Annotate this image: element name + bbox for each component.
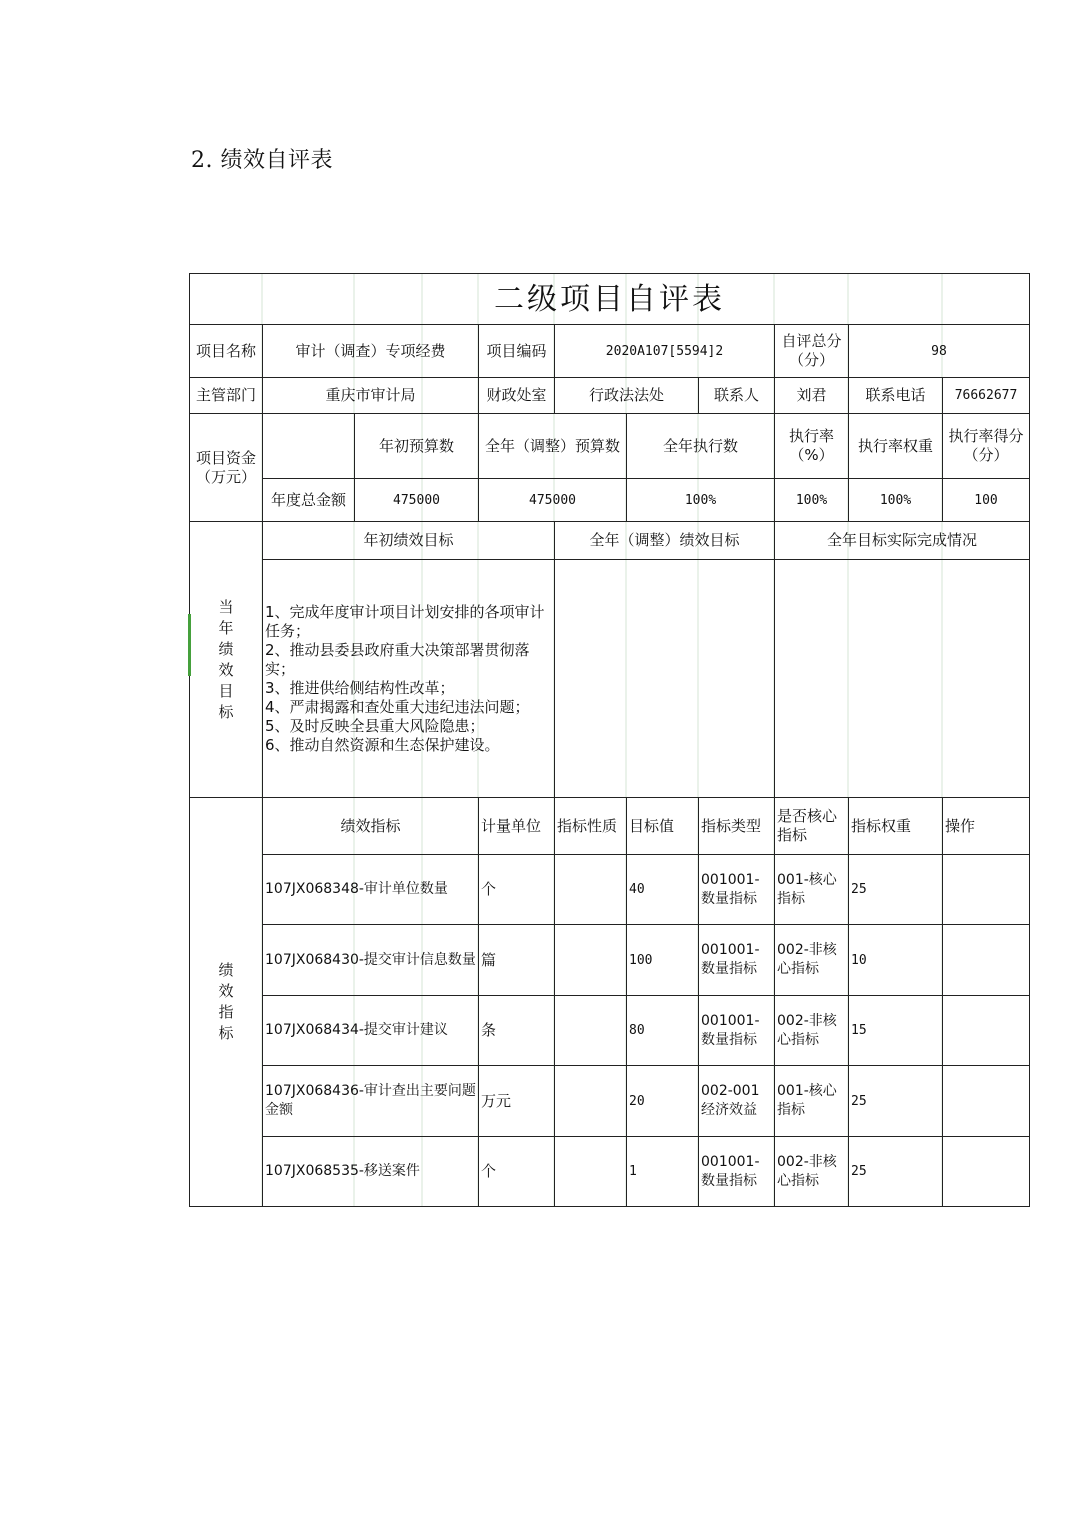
table-title: 二级项目自评表: [190, 274, 1030, 325]
indicator-weight: 15: [849, 996, 943, 1066]
annual-goals-label-text: 当年绩效目标: [218, 597, 234, 721]
indicator-unit: 个: [479, 855, 555, 925]
goal-item: 4、严肃揭露和查处重大违纪违法问题；: [265, 697, 530, 716]
indicator-nature: [555, 1137, 627, 1207]
goal-item: 2、推动县委县政府重大决策部署贯彻落实；: [265, 640, 530, 678]
project-code-value: 2020A107[5594]2: [555, 325, 775, 378]
indicator-target: 40: [627, 855, 699, 925]
indicator-header-name: 绩效指标: [263, 798, 479, 855]
indicator-row: [190, 925, 1030, 996]
adjusted-budget-label: 全年（调整）预算数: [479, 414, 627, 479]
indicator-unit: 条: [479, 996, 555, 1066]
actual-goals-label: 全年目标实际完成情况: [775, 522, 1030, 560]
initial-budget-value: 475000: [355, 479, 479, 522]
exec-weight-label: 执行率权重: [849, 414, 943, 479]
indicator-name: 107JX068535-移送案件: [263, 1137, 479, 1207]
project-evaluation-table: [189, 273, 1030, 1207]
indicator-name: 107JX068434-提交审计建议: [263, 996, 479, 1066]
indicator-core: 001-核心指标: [775, 855, 849, 925]
goal-item: 5、及时反映全县重大风险隐患；: [265, 716, 485, 735]
funds-label: 项目资金（万元）: [190, 414, 263, 522]
contact-value: 刘君: [775, 378, 849, 414]
indicator-type: 001001-数量指标: [699, 855, 775, 925]
indicators-label: [190, 798, 263, 1207]
contact-label: 联系人: [699, 378, 775, 414]
indicator-header-op: 操作: [943, 798, 1030, 855]
indicator-header-unit: 计量单位: [479, 798, 555, 855]
sheet-selection-marker: [188, 614, 191, 676]
initial-budget-label: 年初预算数: [355, 414, 479, 479]
indicator-core: 002-非核心指标: [775, 925, 849, 996]
project-name-value: 审计（调查）专项经费: [263, 325, 479, 378]
indicator-nature: [555, 925, 627, 996]
indicator-op: [943, 996, 1030, 1066]
indicator-row: [190, 855, 1030, 925]
exec-score-value: 100: [943, 479, 1030, 522]
exec-rate-value: 100%: [775, 479, 849, 522]
indicator-name: 107JX068436-审计查出主要问题金额: [263, 1066, 479, 1137]
finance-office-value: 行政法法处: [555, 378, 699, 414]
goal-item: 3、推进供给侧结构性改革；: [265, 678, 455, 697]
indicator-type: 001001-数量指标: [699, 996, 775, 1066]
indicator-weight: 10: [849, 925, 943, 996]
funds-blank-header: [263, 414, 355, 479]
indicator-type: 001001-数量指标: [699, 925, 775, 996]
indicator-unit: 万元: [479, 1066, 555, 1137]
annual-goals-label: [190, 522, 263, 798]
indicator-row: [190, 996, 1030, 1066]
actual-goals-text: [775, 560, 1030, 798]
self-evaluation-sheet: [189, 273, 1029, 1206]
indicator-unit: 个: [479, 1137, 555, 1207]
indicator-header-core: 是否核心指标: [775, 798, 849, 855]
annual-total-label: 年度总金额: [263, 479, 355, 522]
indicator-op: [943, 1137, 1030, 1207]
indicator-row: [190, 1066, 1030, 1137]
indicator-weight: 25: [849, 855, 943, 925]
initial-goals-text: [263, 560, 555, 798]
finance-office-label: 财政处室: [479, 378, 555, 414]
indicator-header-type: 指标类型: [699, 798, 775, 855]
indicator-core: 002-非核心指标: [775, 1137, 849, 1207]
indicator-weight: 25: [849, 1066, 943, 1137]
phone-value: 76662677: [943, 378, 1030, 414]
exec-score-label: 执行率得分（分）: [943, 414, 1030, 479]
indicator-op: [943, 855, 1030, 925]
phone-label: 联系电话: [849, 378, 943, 414]
indicator-header-nature: 指标性质: [555, 798, 627, 855]
project-name-label: 项目名称: [190, 325, 263, 378]
indicator-weight: 25: [849, 1137, 943, 1207]
adjusted-budget-value: 475000: [479, 479, 627, 522]
indicator-header-weight: 指标权重: [849, 798, 943, 855]
indicator-target: 100: [627, 925, 699, 996]
indicator-row: [190, 1137, 1030, 1207]
indicator-type: 002-001经济效益: [699, 1066, 775, 1137]
indicator-type: 001001-数量指标: [699, 1137, 775, 1207]
adjusted-goals-text: [555, 560, 775, 798]
exec-weight-value: 100%: [849, 479, 943, 522]
indicators-label-text: 绩效指标: [218, 961, 234, 1042]
indicator-core: 002-非核心指标: [775, 996, 849, 1066]
indicator-target: 1: [627, 1137, 699, 1207]
exec-rate-label: 执行率（%）: [775, 414, 849, 479]
self-score-value: 98: [849, 325, 1030, 378]
dept-label: 主管部门: [190, 378, 263, 414]
executed-value: 100%: [627, 479, 775, 522]
indicator-nature: [555, 855, 627, 925]
indicator-unit: 篇: [479, 925, 555, 996]
goal-item: 6、推动自然资源和生态保护建设。: [265, 735, 500, 754]
indicator-name: 107JX068348-审计单位数量: [263, 855, 479, 925]
section-heading: 2. 绩效自评表: [191, 148, 333, 173]
indicator-target: 80: [627, 996, 699, 1066]
initial-goals-label: 年初绩效目标: [263, 522, 555, 560]
indicator-header-target: 目标值: [627, 798, 699, 855]
indicator-nature: [555, 1066, 627, 1137]
indicator-nature: [555, 996, 627, 1066]
indicator-name: 107JX068430-提交审计信息数量: [263, 925, 479, 996]
indicator-target: 20: [627, 1066, 699, 1137]
adjusted-goals-label: 全年（调整）绩效目标: [555, 522, 775, 560]
goal-item: 1、完成年度审计项目计划安排的各项审计任务；: [265, 602, 545, 640]
project-code-label: 项目编码: [479, 325, 555, 378]
indicator-op: [943, 925, 1030, 996]
indicator-op: [943, 1066, 1030, 1137]
self-score-label: 自评总分（分）: [775, 325, 849, 378]
executed-label: 全年执行数: [627, 414, 775, 479]
indicator-core: 001-核心指标: [775, 1066, 849, 1137]
dept-value: 重庆市审计局: [263, 378, 479, 414]
